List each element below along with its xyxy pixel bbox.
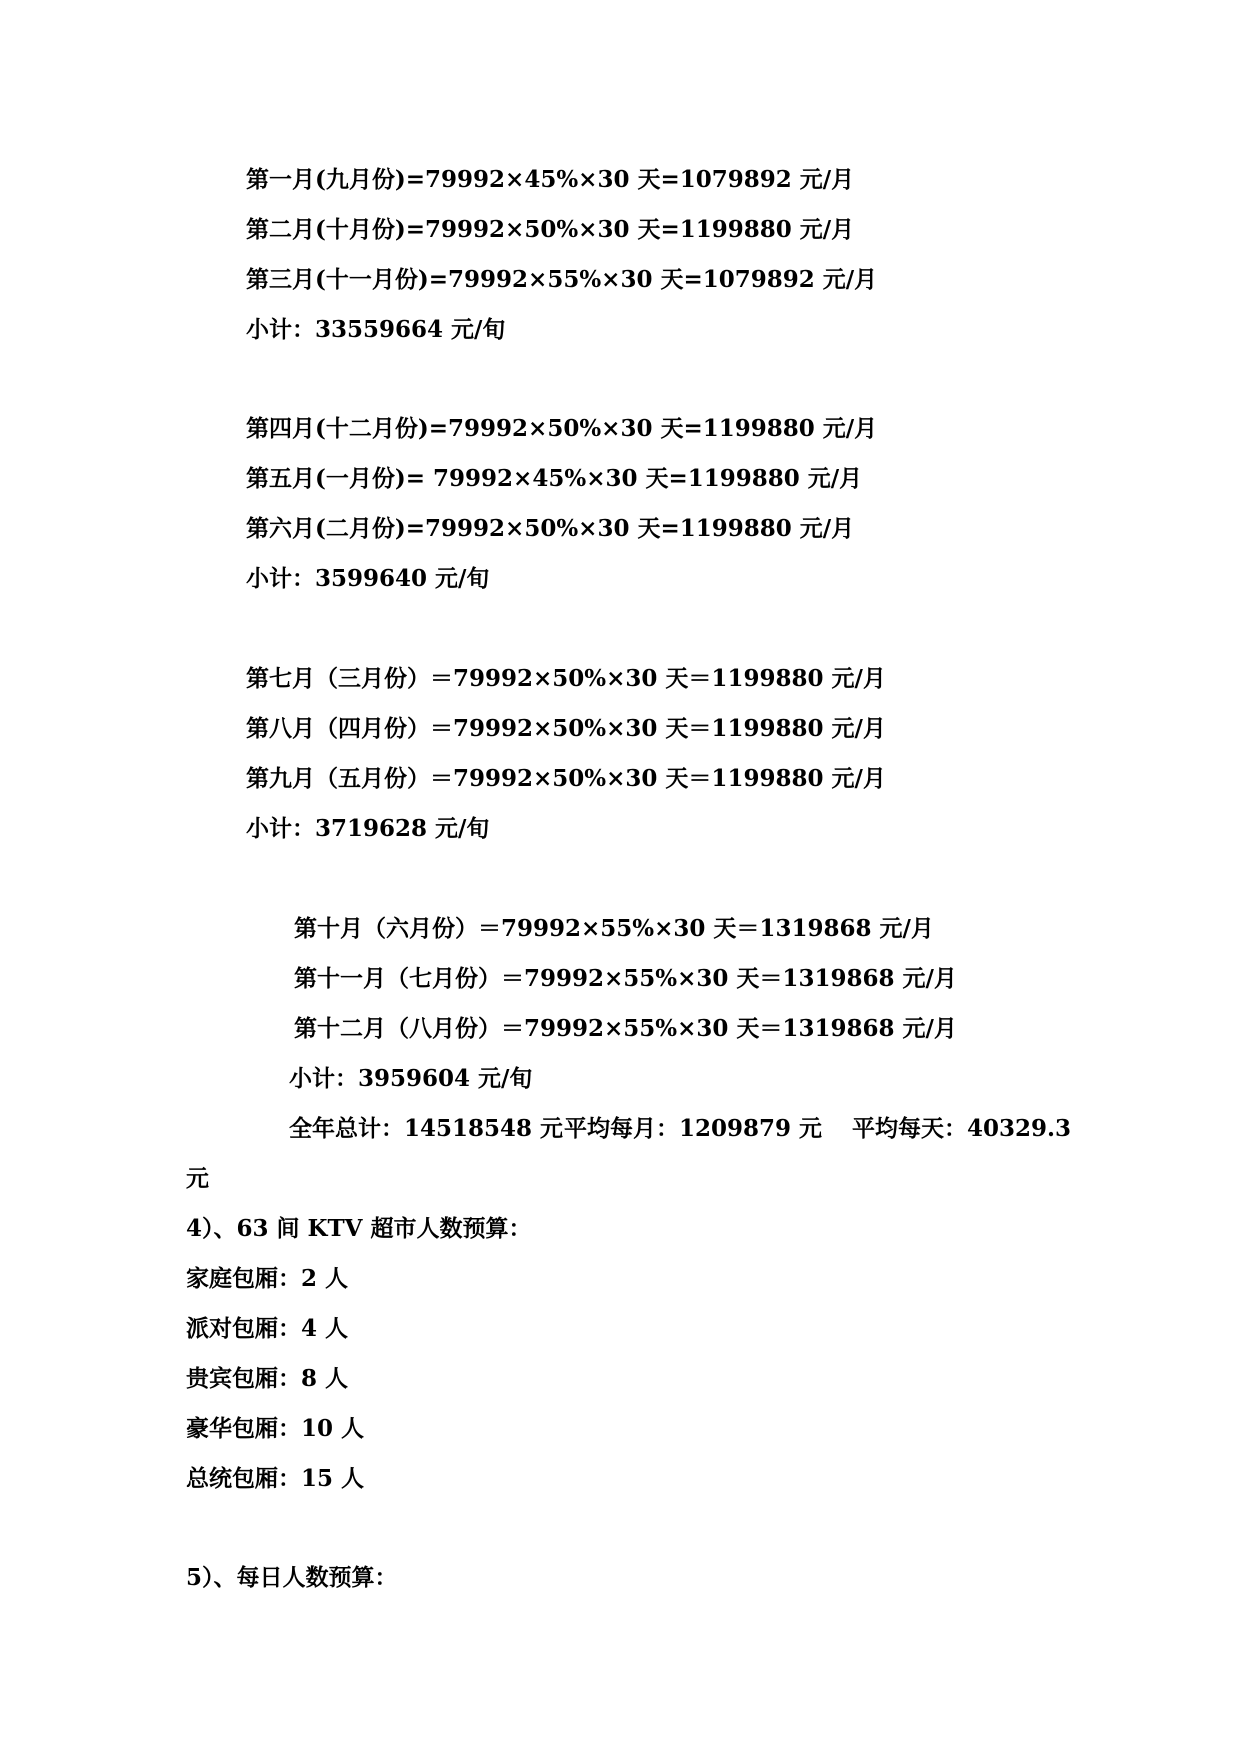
month-12-line: 第十二月（八月份）＝79992×55%×30 天＝1319868 元/月 <box>294 1015 957 1042</box>
month-10-line: 第十月（六月份）＝79992×55%×30 天＝1319868 元/月 <box>294 915 934 942</box>
monthly-average: 平均每月：1209879 元 <box>564 1115 823 1142</box>
subtotal-q1: 小计：33559664 元/旬 <box>246 316 506 343</box>
room-family: 家庭包厢：2 人 <box>186 1265 349 1292</box>
month-5-line: 第五月(一月份)= 79992×45%×30 天=1199880 元/月 <box>246 465 863 492</box>
daily-average: 平均每天：40329.3 <box>852 1115 1072 1142</box>
month-2-line: 第二月(十月份)=79992×50%×30 天=1199880 元/月 <box>246 216 855 243</box>
subtotal-q2: 小计：3599640 元/旬 <box>246 565 490 592</box>
month-11-line: 第十一月（七月份）＝79992×55%×30 天＝1319868 元/月 <box>294 965 957 992</box>
month-4-line: 第四月(十二月份)=79992×50%×30 天=1199880 元/月 <box>246 415 878 442</box>
month-8-line: 第八月（四月份）＝79992×50%×30 天＝1199880 元/月 <box>246 715 886 742</box>
month-9-line: 第九月（五月份）＝79992×50%×30 天＝1199880 元/月 <box>246 765 886 792</box>
room-vip: 贵宾包厢：8 人 <box>186 1365 349 1392</box>
section-4-heading: 4）、63 间 KTV 超市人数预算： <box>186 1215 532 1242</box>
subtotal-q3: 小计：3719628 元/旬 <box>246 815 490 842</box>
section-5-heading: 5）、每日人数预算： <box>186 1564 398 1591</box>
month-7-line: 第七月（三月份）＝79992×50%×30 天＝1199880 元/月 <box>246 665 886 692</box>
subtotal-q4: 小计：3959604 元/旬 <box>289 1065 533 1092</box>
month-3-line: 第三月(十一月份)=79992×55%×30 天=1079892 元/月 <box>246 266 878 293</box>
month-1-line: 第一月(九月份)=79992×45%×30 天=1079892 元/月 <box>246 166 855 193</box>
month-6-line: 第六月(二月份)=79992×50%×30 天=1199880 元/月 <box>246 515 855 542</box>
annual-total: 全年总计：14518548 元 <box>289 1115 564 1142</box>
room-presidential: 总统包厢：15 人 <box>186 1465 365 1492</box>
room-party: 派对包厢：4 人 <box>186 1315 349 1342</box>
room-deluxe: 豪华包厢：10 人 <box>186 1415 365 1442</box>
daily-average-unit: 元 <box>186 1165 209 1192</box>
